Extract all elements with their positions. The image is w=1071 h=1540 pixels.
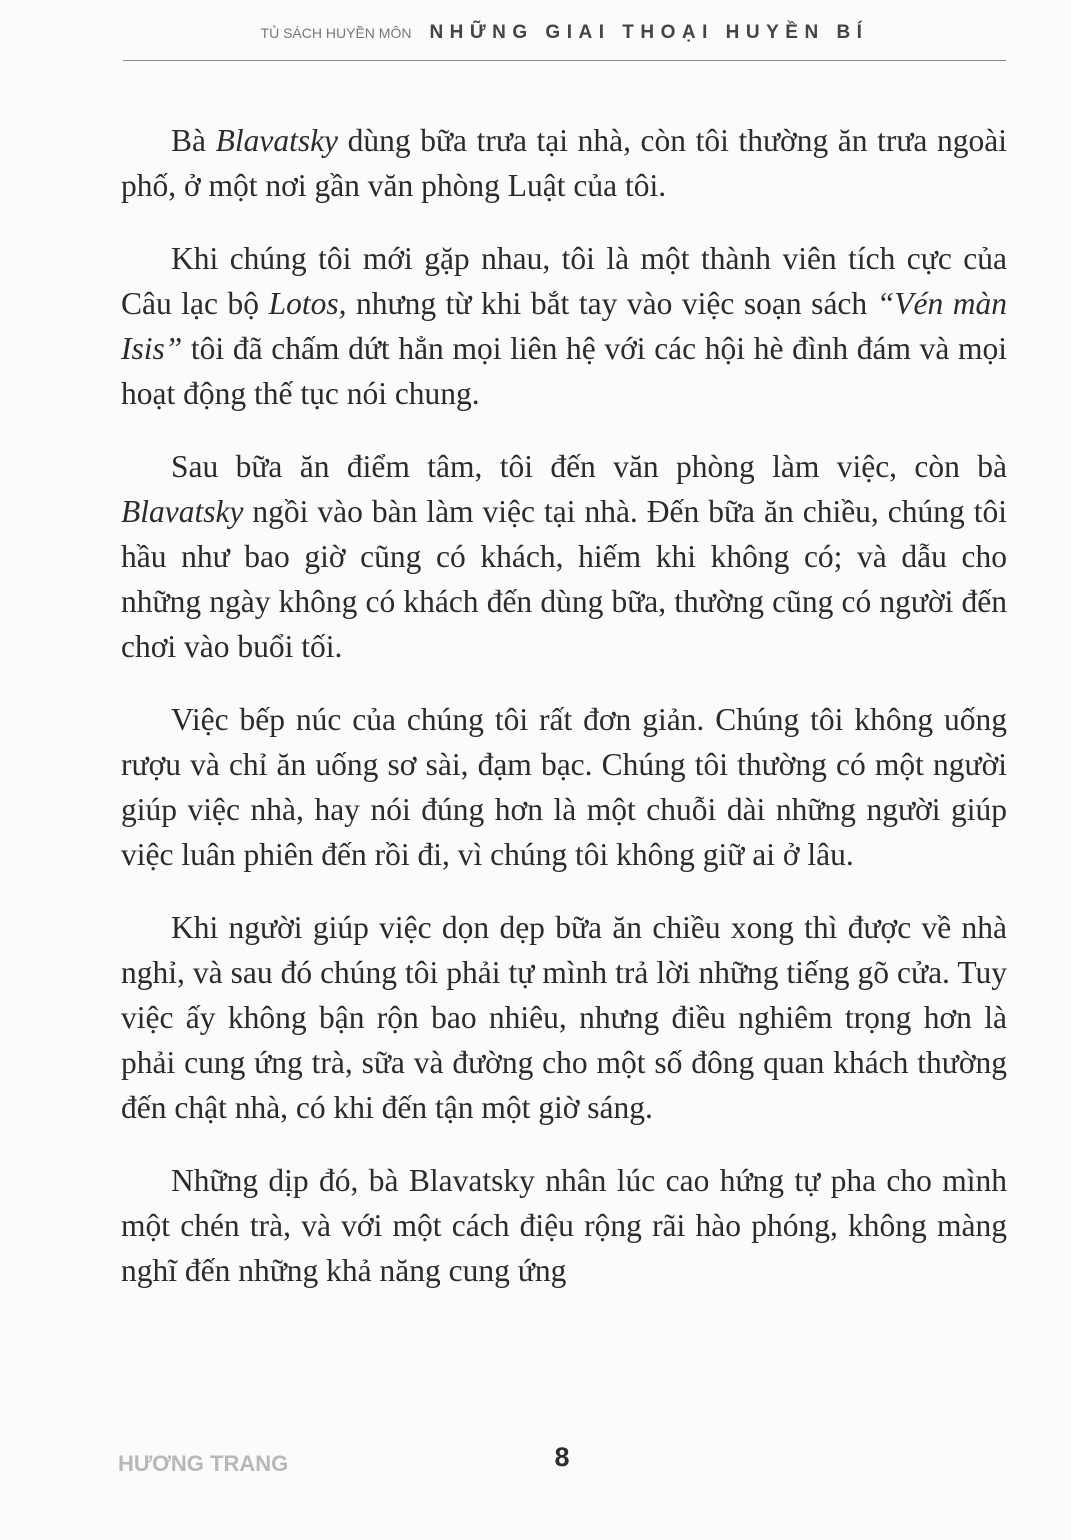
paragraph-6: Những dịp đó, bà Blavatsky nhân lúc cao hứng tự pha cho mình một chén trà, và với một cách điệu rộng rãi hào phóng, không màng nghĩ đến những khả năng cung ứng — [121, 1163, 1007, 1288]
text-run: Khi chúng tôi mới gặp nhau, tôi là một thành viên tích cực của Câu lạc bộ — [121, 241, 1007, 321]
series-name: TỦ SÁCH HUYỀN MÔN — [260, 25, 412, 41]
page-number: 8 — [554, 1442, 570, 1472]
paragraph-4: Việc bếp núc của chúng tôi rất đơn giản. Chúng tôi không uống rượu và chỉ ăn uống sơ sài, đạm bạc. Chúng tôi thường có một người giúp việc nhà, hay nói đúng hơn là một chuỗi dài những người giúp việc luân phiên đến rồi đi, vì chúng tôi không giữ ai ở lâu. — [121, 702, 1007, 872]
book-title: NHỮNG GIAI THOẠI HUYỀN BÍ — [429, 22, 869, 43]
italic-club-name: Lotos, — [268, 286, 347, 321]
italic-book-name: “Vén màn Isis” — [121, 286, 1007, 366]
text-run: nhưng từ khi bắt tay vào việc soạn sách — [346, 286, 877, 321]
italic-name: Blavatsky — [215, 123, 339, 158]
paragraph-3 — [121, 444, 1007, 669]
running-header — [123, 22, 1006, 61]
text-run: Sau bữa ăn điểm tâm, tôi đến văn phòng làm việc, còn bà — [171, 449, 1007, 484]
publisher-name: HƯƠNG TRANG — [118, 1451, 289, 1476]
paragraph-1 — [121, 118, 1007, 208]
text-run: ngồi vào bàn làm việc tại nhà. Đến bữa ăn chiều, chúng tôi hầu như bao giờ cũng có khách, hiếm khi không có; và dẫu cho những ngày không có khách đến dùng bữa, thường cũng có người đến chơi vào buổi tối. — [121, 494, 1007, 664]
paragraph-2 — [121, 236, 1007, 416]
body-text — [121, 118, 1007, 1321]
paragraph-5: Khi người giúp việc dọn dẹp bữa ăn chiều xong thì được về nhà nghỉ, và sau đó chúng tôi phải tự mình trả lời những tiếng gõ cửa. Tuy việc ấy không bận rộn bao nhiêu, nhưng điều nghiêm trọng hơn là phải cung ứng trà, sữa và đường cho một số đông quan khách thường đến chật nhà, có khi đến tận một giờ sáng. — [121, 910, 1007, 1125]
italic-name: Blavatsky — [121, 494, 244, 529]
text-run: dùng bữa trưa tại nhà, còn tôi thường ăn trưa ngoài phố, ở một nơi gần văn phòng Luật của tôi. — [121, 123, 1007, 203]
text-run: Bà — [171, 123, 216, 158]
text-run: tôi đã chấm dứt hẳn mọi liên hệ với các hội hè đình đám và mọi hoạt động thế tục nói chung. — [121, 331, 1007, 411]
